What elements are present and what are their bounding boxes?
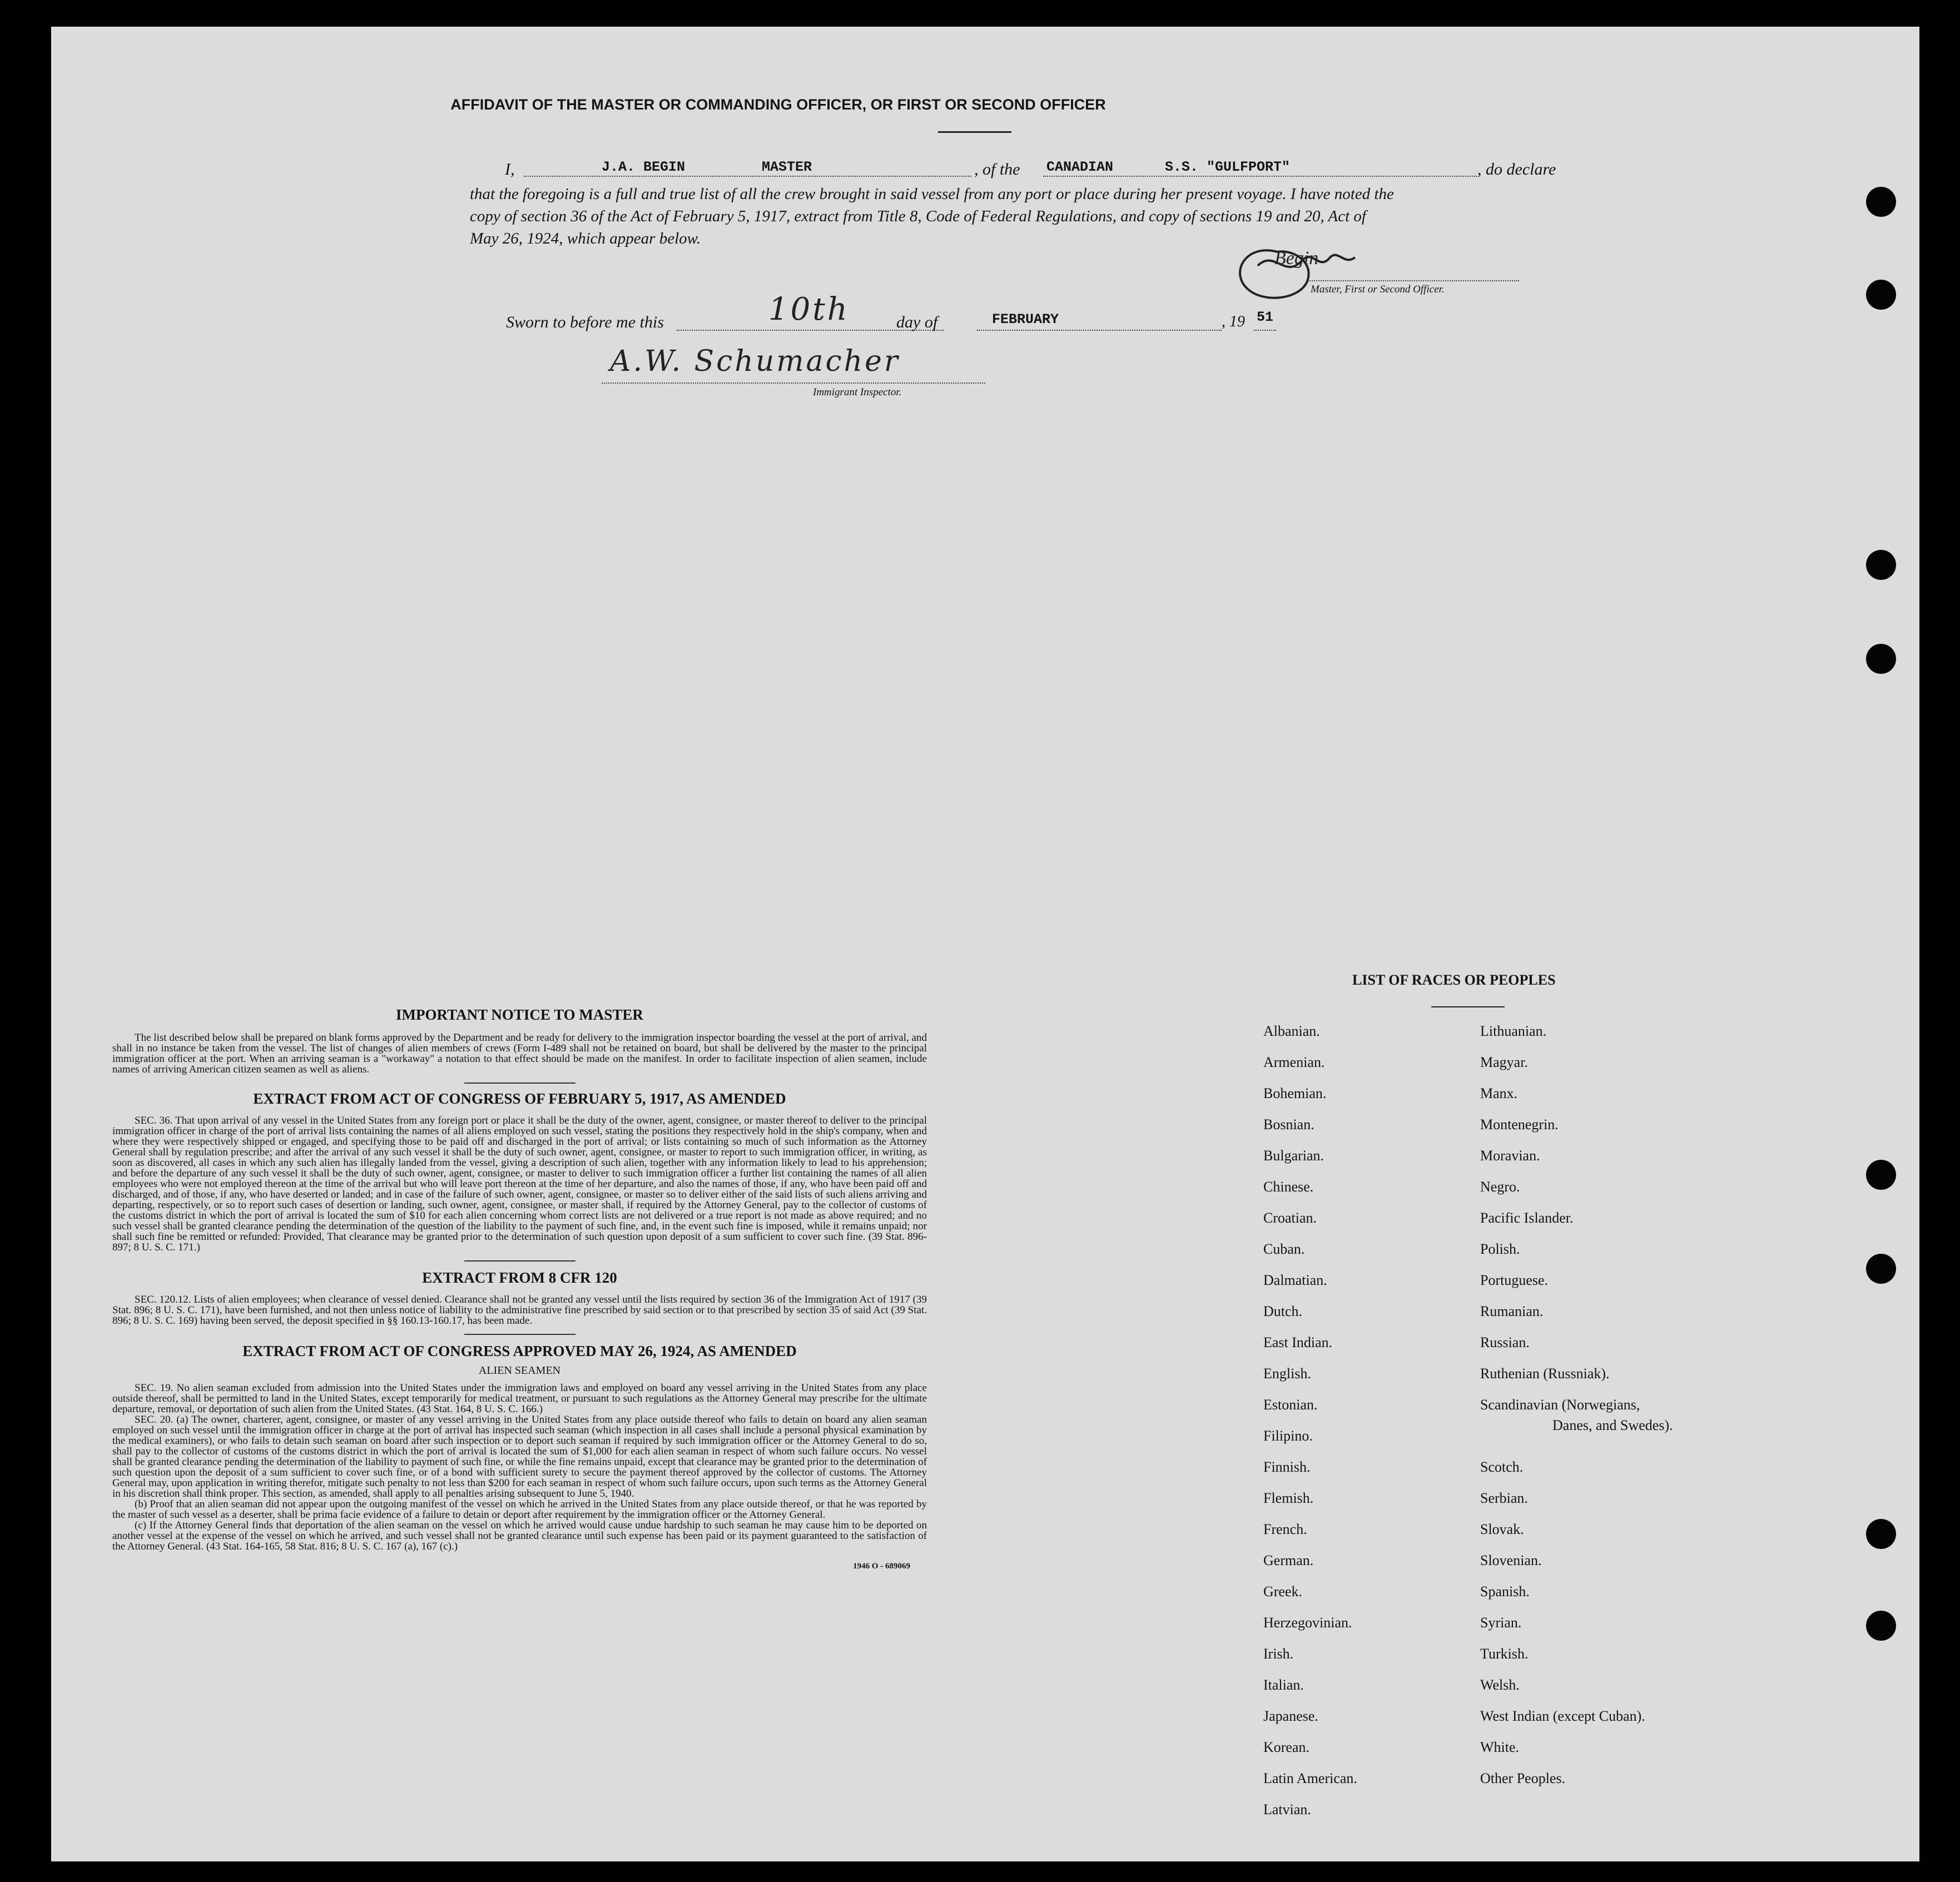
race-item: Bosnian.: [1263, 1116, 1314, 1133]
extract-8cfr-title: EXTRACT FROM 8 CFR 120: [422, 1269, 617, 1286]
officer-sign-line: [1308, 280, 1519, 281]
do-declare-label: , do declare: [1477, 160, 1556, 178]
race-item: Dutch.: [1263, 1303, 1303, 1319]
race-item: Magyar.: [1480, 1054, 1528, 1070]
race-item: Latin American.: [1263, 1770, 1357, 1786]
race-item: Montenegrin.: [1480, 1116, 1559, 1133]
binder-hole: [1866, 1160, 1896, 1190]
master-rank: MASTER: [762, 159, 812, 175]
officer-signature: Begin: [1274, 248, 1319, 269]
race-item: Welsh.: [1480, 1677, 1520, 1693]
race-item: German.: [1263, 1552, 1314, 1568]
binder-hole: [1866, 644, 1896, 674]
race-item: Chinese.: [1263, 1179, 1314, 1195]
race-item: Irish.: [1263, 1646, 1294, 1662]
declaration-line-3: copy of section 36 of the Act of February 5, 1917, extract from Title 8, Code of Federal Regulations, and copy of sections 19 and 20, Act of: [470, 207, 1366, 225]
race-item: Slovak.: [1480, 1521, 1524, 1537]
race-item: Scandinavian (Norwegians,: [1480, 1397, 1640, 1413]
inspector-signature: A.W. Schumacher: [610, 345, 900, 378]
race-item: Japanese.: [1263, 1708, 1318, 1724]
race-item: Turkish.: [1480, 1646, 1529, 1662]
race-item: English.: [1263, 1365, 1311, 1382]
declarant-i: I,: [505, 160, 515, 178]
inspector-sign-line: [602, 383, 985, 384]
race-item: Slovenian.: [1480, 1552, 1542, 1568]
binder-hole: [1866, 280, 1896, 310]
race-item: Cuban.: [1263, 1241, 1305, 1257]
race-item: Scotch.: [1480, 1459, 1524, 1475]
sworn-year: 51: [1257, 309, 1274, 325]
binder-hole: [1866, 1611, 1896, 1641]
extract-1924-sec20b: (b) Proof that an alien seaman did not appear upon the outgoing manifest of the vessel on which he arrived in the United States from any place outside thereof, or that he was reported by the master of such vessel as a deserter, shall be prima facie evidence of a failure to detain or deport after requirement by the immigration officer or the Attorney General.: [112, 1498, 927, 1521]
declaration-line-4: May 26, 1924, which appear below.: [470, 230, 701, 247]
title-underline: [938, 131, 1011, 133]
year-prefix: , 19: [1222, 313, 1245, 330]
officer-signature-flourish: [1224, 227, 1447, 310]
race-item: French.: [1263, 1521, 1307, 1537]
notice-title: IMPORTANT NOTICE TO MASTER: [396, 1006, 643, 1023]
race-item: Portuguese.: [1480, 1272, 1549, 1288]
race-item: White.: [1480, 1739, 1520, 1755]
extract-1924-sec20a: SEC. 20. (a) The owner, charterer, agent, consignee, or master of any vessel arriving in the United States from any place outside thereof who fails to detain on board any alien seaman employed on such vessel until the immigration officer in charge at the port of arrival has inspected such seaman (which inspection in all cases shall include a personal physical examination by the medical examiners), or who fails to detain such seaman on board after such inspection or to deport such seaman if required by such immigration officer or the Attorney General to do so, shall pay to the collector of customs of the customs district in which the port of arrival is located the sum of $1,000 for each alien seaman in respect of whom such failure occurs. No vessel shall be granted clearance pending the determination of the liability to payment of such fine, or while the fine remains unpaid, except that clearance may be granted prior to the determination of such question upon the deposit of a sum sufficient to cover such fine, or of a bond with sufficient surety to secure the payment thereof approved by the collector of customs. The Attorney General may, upon application in writing therefor, mitigate such penalty to not less than $200 for each seaman in respect of whom such failure occurs, upon such terms as the Attorney General in his discretion shall think proper. This section, as amended, shall apply to all penalties arising subsequent to June 5, 1940.: [112, 1414, 927, 1499]
race-item: Lithuanian.: [1480, 1023, 1547, 1039]
race-item: Other Peoples.: [1480, 1770, 1566, 1786]
name-fill-line: [524, 176, 971, 177]
race-item: Bulgarian.: [1263, 1148, 1324, 1164]
race-item: Albanian.: [1263, 1023, 1320, 1039]
month-fill-line: [977, 330, 1222, 331]
race-item: Latvian.: [1263, 1801, 1311, 1818]
notice-section: [112, 1006, 927, 1571]
race-item: Armenian.: [1263, 1054, 1325, 1070]
race-item: Manx.: [1480, 1085, 1518, 1101]
race-item: Rumanian.: [1480, 1303, 1544, 1319]
document-page: [51, 27, 1919, 1861]
year-fill-line: [1254, 330, 1276, 331]
race-item: Dalmatian.: [1263, 1272, 1327, 1288]
extract-1917-title: EXTRACT FROM ACT OF CONGRESS OF FEBRUARY 5, 1917, AS AMENDED: [253, 1090, 786, 1107]
race-item: Estonian.: [1263, 1397, 1318, 1413]
binder-hole: [1866, 550, 1896, 580]
extract-1917-body: SEC. 36. That upon arrival of any vessel in the United States from any foreign port or place it shall be the duty of the owner, agent, consignee, or master thereof to deliver to the principal immigration officer in charge of the port of arrival lists containing the names of all aliens employed on such vessel, stating the positions they respectively hold in the ship's company, when and where they were respectively shipped or engaged, and specifying those to be paid off and discharged in the port of arrival; or lists containing so much of such information as the Attorney General shall by regulation prescribe; and after the arrival of any such vessel it shall be the duty of such owner, agent, consignee, or master to report to such immigration officer, in writing, as soon as discovered, all cases in which any such alien has illegally landed from the vessel, giving a description of such alien, together with any information likely to lead to his apprehension; and before the departure of any such vessel it shall be the duty of such owner, agent, consignee, or master to deliver to such immigration officer a further list containing the names of all alien employees who were not employed thereon at the time of the arrival but who will leave port thereon at the time of her departure, and also the names of those, if any, who have been paid off and discharged, and of those, if any, who have deserted or landed; and in case of the failure of such owner, agent, consignee, or master so to deliver either of the said lists of such aliens arriving and departing, respectively, or so to report such cases of desertion or landing, such owner, agent, consignee, or master shall, if required by the Attorney General, pay to the collector of customs of the customs district in which the port of arrival is located the sum of $10 for each alien concerning whom correct lists are not delivered or a true report is not made as above required; and no such vessel shall be granted clearance pending the determination of the question of the liability to the payment of such fine, and, in the event such fine is imposed, while it remains unpaid; nor shall such fine be remitted or refunded: Provided, That clearance may be granted prior to the determination of such question upon deposit of a sum sufficient to cover such fine. (39 Stat. 896-897; 8 U. S. C. 171.): [112, 1115, 927, 1253]
binder-hole: [1866, 1254, 1896, 1284]
race-item: Filipino.: [1263, 1428, 1313, 1444]
declaration-line-2: that the foregoing is a full and true list of all the crew brought in said vessel from any port or place during her present voyage. I have noted the: [470, 185, 1394, 203]
race-item: Finnish.: [1263, 1459, 1311, 1475]
races-title-underline: [1431, 1006, 1505, 1007]
inspector-caption: Immigrant Inspector.: [813, 386, 902, 398]
race-item: Syrian.: [1480, 1615, 1522, 1631]
race-item: Negro.: [1480, 1179, 1520, 1195]
race-item: Serbian.: [1480, 1490, 1528, 1506]
extract-1924-title: EXTRACT FROM ACT OF CONGRESS APPROVED MAY 26, 1924, AS AMENDED: [242, 1343, 797, 1359]
day-of-label: day of: [896, 313, 938, 331]
notice-divider: [464, 1082, 575, 1084]
race-item: Pacific Islander.: [1480, 1210, 1574, 1226]
notice-body: The list described below shall be prepared on blank forms approved by the Department and be ready for delivery to the immigration inspector boarding the vessel at the port of arrival, and shall in no instance be taken from the vessel. The list of changes of alien members of crews (Form I-489 shall not be retained on board, but shall be delivered by the master to the principal immigration officer at the port. When an arriving seaman is a "workaway" a notation to that effect should be made on the manifest. In order to facilitate inspection of alien seamen, include names of arriving American citizen seamen as well as aliens.: [112, 1032, 927, 1075]
extract-8cfr-body: SEC. 120.12. Lists of alien employees; when clearance of vessel denied. Clearance shall not be granted any vessel until the lists required by section 36 of the Immigration Act of 1917 (39 Stat. 896; 8 U. S. C. 171), have been furnished, and not then unless notice of liability to the administrative fine prescribed by said section or to that prescribed by section 35 of said Act (39 Stat. 896; 8 U. S. C. 169) having been served, the deposit specified in §§ 160.13-160.17, has been made.: [112, 1294, 927, 1327]
race-item: Spanish.: [1480, 1583, 1530, 1600]
race-scandinavian-cont: Danes, and Swedes).: [1552, 1417, 1673, 1433]
race-item: West Indian (except Cuban).: [1480, 1708, 1645, 1724]
officer-caption: Master, First or Second Officer.: [1311, 284, 1445, 295]
master-name: J.A. BEGIN: [602, 159, 686, 175]
extract-1924-subtitle: ALIEN SEAMEN: [478, 1364, 561, 1377]
extract-1917-divider: [464, 1260, 575, 1262]
vessel-nationality: CANADIAN: [1046, 159, 1114, 175]
race-item: Ruthenian (Russniak).: [1480, 1365, 1610, 1382]
sworn-label: Sworn to before me this: [506, 313, 664, 331]
race-item: Russian.: [1480, 1334, 1530, 1350]
binder-hole: [1866, 187, 1896, 217]
race-item: Greek.: [1263, 1583, 1303, 1600]
race-item: Polish.: [1480, 1241, 1520, 1257]
sworn-month: FEBRUARY: [992, 311, 1059, 327]
race-item: Korean.: [1263, 1739, 1310, 1755]
race-item: Croatian.: [1263, 1210, 1317, 1226]
print-code: 1946 O - 689069: [853, 1562, 910, 1571]
race-item: Italian.: [1263, 1677, 1304, 1693]
race-item: Moravian.: [1480, 1148, 1540, 1164]
race-item: Flemish.: [1263, 1490, 1314, 1506]
extract-1924-sec19: SEC. 19. No alien seaman excluded from admission into the United States under the immigration laws and employed on board any vessel arriving in the United States from any place outside thereof, shall be permitted to land in the United States, except temporarily for medical treatment, or pursuant to such regulations as the Attorney General may prescribe for the ultimate departure, removal, or deportation of such alien from the United States. (43 Stat. 164, 8 U. S. C. 166.): [112, 1382, 927, 1415]
sworn-day: 10th: [768, 291, 850, 327]
vessel-fill-line: [1043, 176, 1477, 177]
affidavit-title: AFFIDAVIT OF THE MASTER OR COMMANDING OFFICER, OR FIRST OR SECOND OFFICER: [450, 96, 1106, 113]
extract-1924-sec20c: (c) If the Attorney General finds that deportation of the alien seaman on the vessel on which he arrived would cause undue hardship to such seaman he may cause him to be deported on another vessel at the expense of the vessel on which he arrived, and such vessel shall not be granted clearance until such expense has been paid or its payment guaranteed to the satisfaction of the Attorney General. (43 Stat. 164-165, 58 Stat. 816; 8 U. S. C. 167 (a), 167 (c).): [112, 1519, 927, 1552]
races-title: LIST OF RACES OR PEOPLES: [1352, 972, 1556, 988]
of-the-label: , of the: [974, 160, 1020, 178]
race-item: Bohemian.: [1263, 1085, 1327, 1101]
race-item: East Indian.: [1263, 1334, 1333, 1350]
race-item: Herzegovinian.: [1263, 1615, 1352, 1631]
extract-8cfr-divider: [464, 1334, 575, 1335]
binder-hole: [1866, 1519, 1896, 1549]
vessel-name: S.S. "GULFPORT": [1165, 159, 1291, 175]
